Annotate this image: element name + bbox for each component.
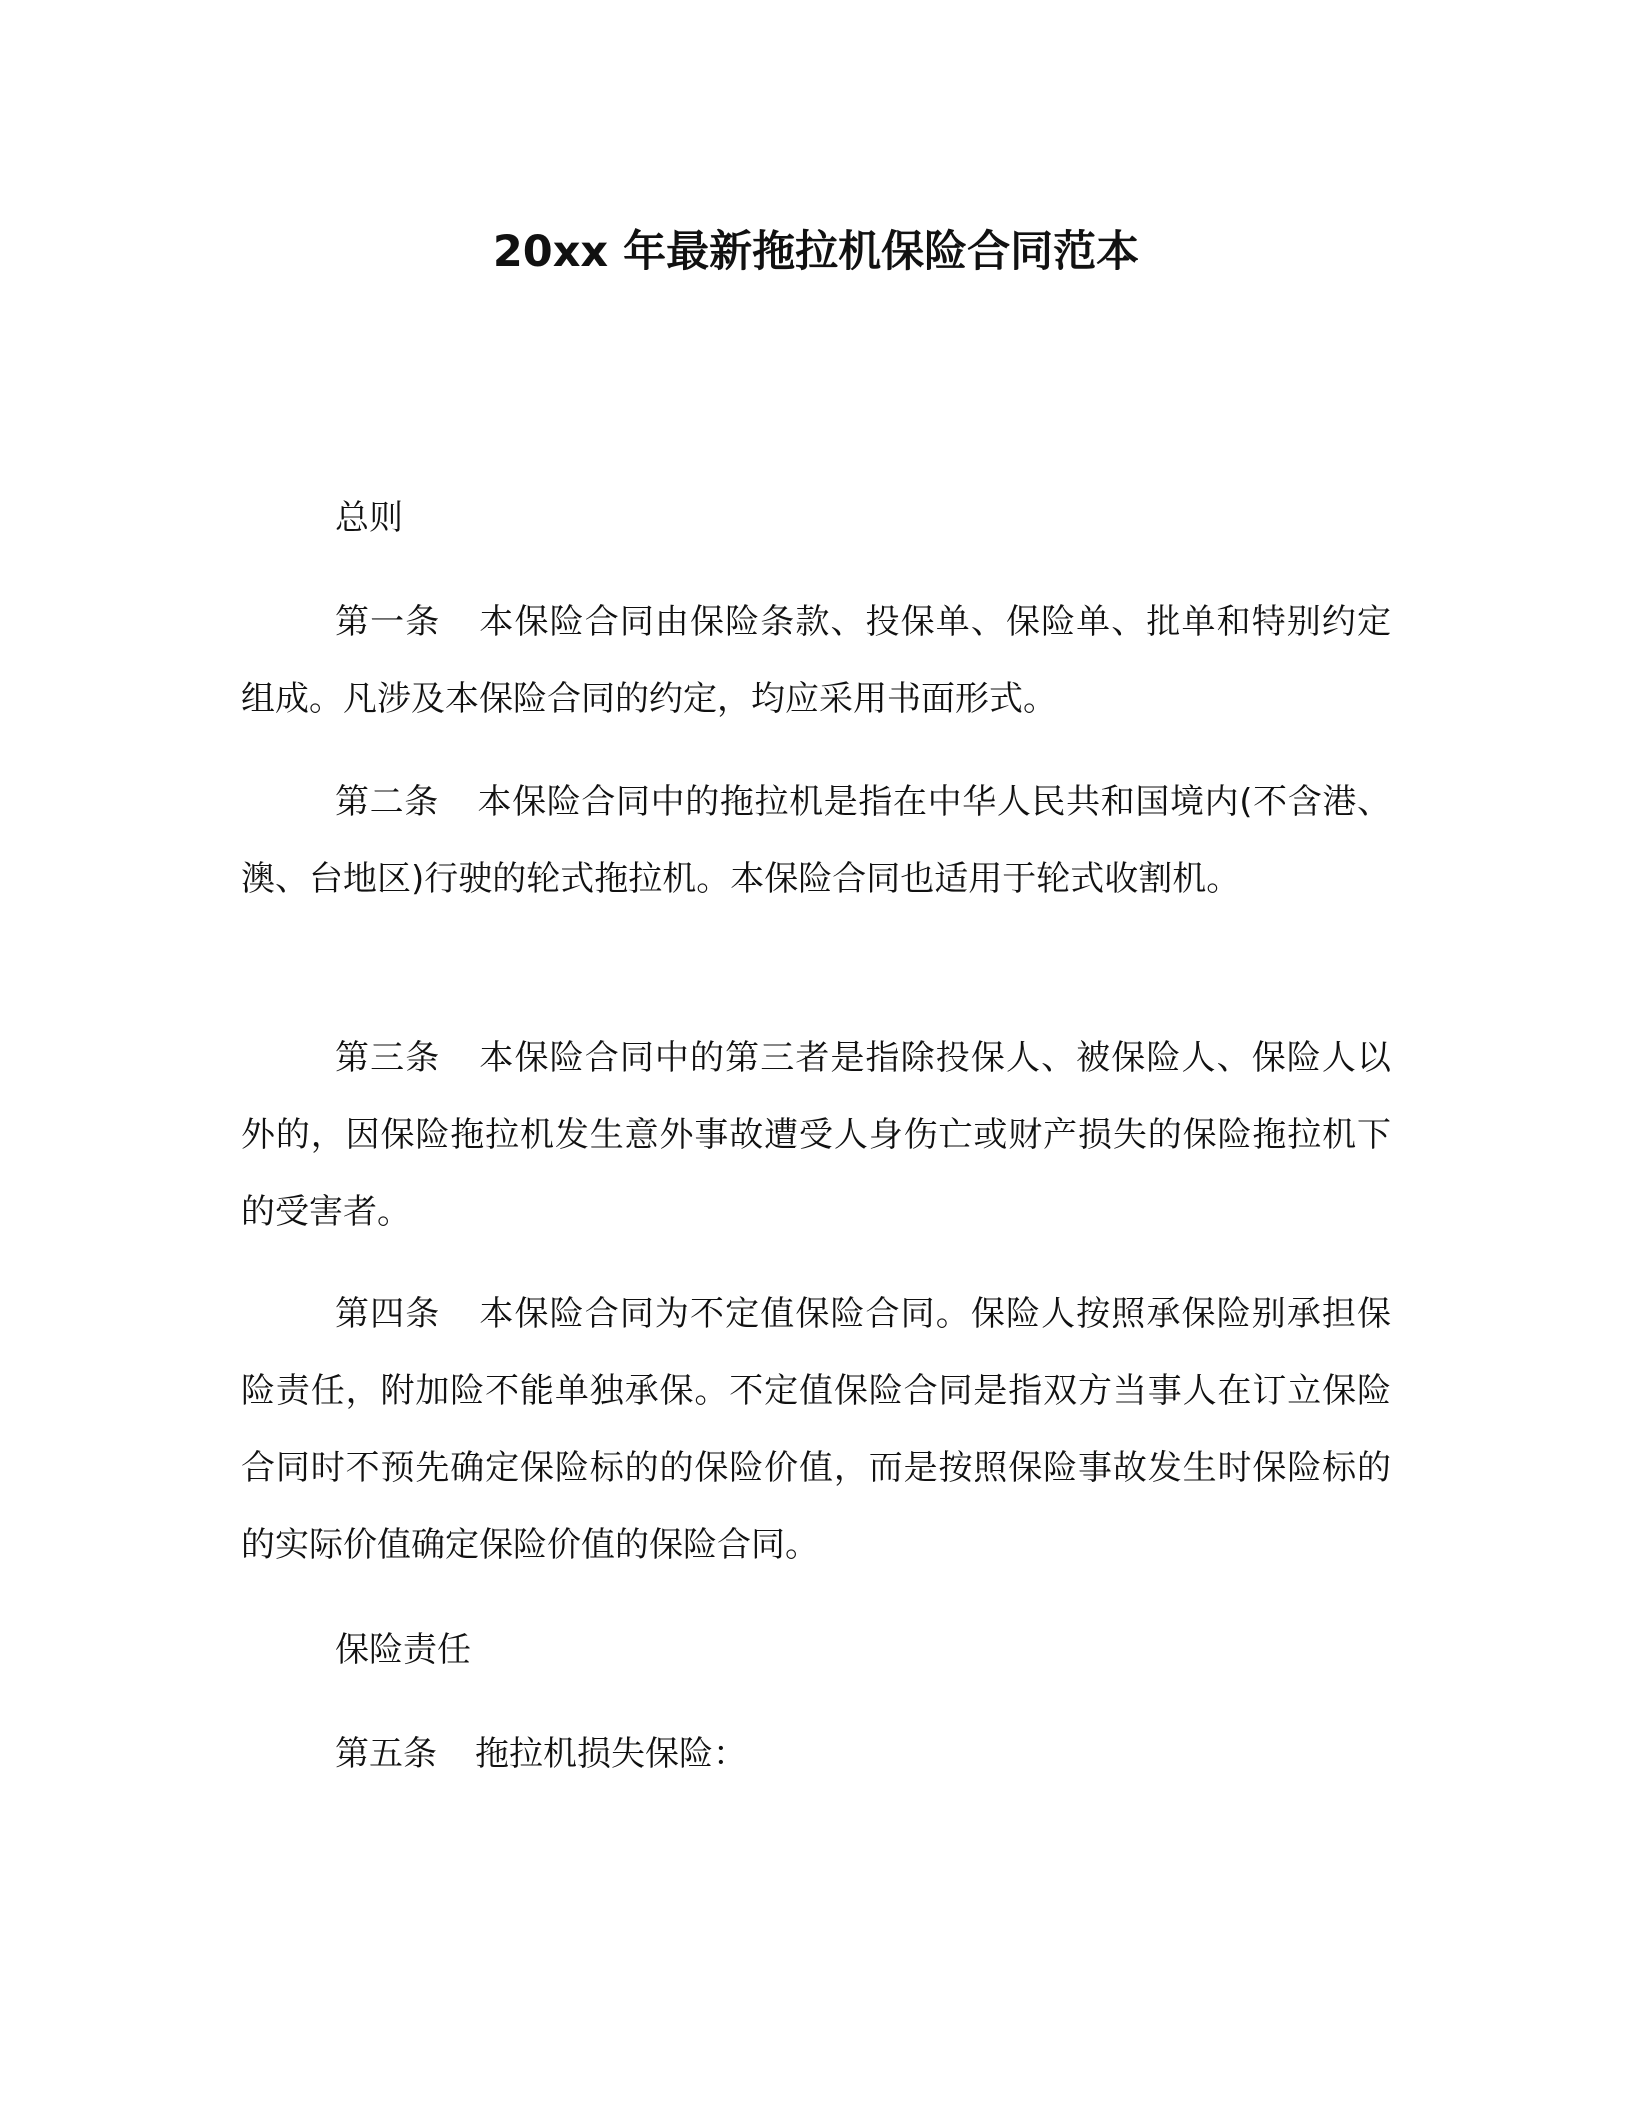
article-number: 第五条 xyxy=(335,1734,437,1774)
article-text: 本保险合同为不定值保险合同。保险人按照承保险别承担保险责任，附加险不能单独承保。不定值保险合同是指双方当事人在订立保险合同时不预先确定保险标的的保险价值，而是按照保险事故发生时保险标的的实际价值确定保险价值的保险合同。 xyxy=(241,1294,1392,1565)
article-4 xyxy=(241,1276,1391,1584)
article-5 xyxy=(241,1716,1391,1793)
section-heading-liability: 保险责任 xyxy=(335,1630,471,1670)
article-number: 第三条 xyxy=(335,1038,441,1078)
article-1 xyxy=(241,584,1391,738)
article-number: 第一条 xyxy=(335,602,441,642)
article-number: 第二条 xyxy=(335,782,439,822)
article-3 xyxy=(241,1020,1391,1251)
article-text: 本保险合同中的第三者是指除投保人、被保险人、保险人以外的，因保险拖拉机发生意外事故遭受人身伤亡或财产损失的保险拖拉机下的受害者。 xyxy=(241,1038,1392,1232)
article-2 xyxy=(241,764,1391,918)
section-heading-general: 总则 xyxy=(335,498,403,538)
article-text: 拖拉机损失保险： xyxy=(475,1734,747,1774)
article-text: 本保险合同由保险条款、投保单、保险单、批单和特别约定组成。凡涉及本保险合同的约定，均应采用书面形式。 xyxy=(241,602,1392,719)
document-title: 20xx 年最新拖拉机保险合同范本 xyxy=(492,227,1140,277)
article-number: 第四条 xyxy=(335,1294,441,1334)
article-text: 本保险合同中的拖拉机是指在中华人民共和国境内(不含港、澳、台地区)行驶的轮式拖拉机。本保险合同也适用于轮式收割机。 xyxy=(241,782,1391,899)
